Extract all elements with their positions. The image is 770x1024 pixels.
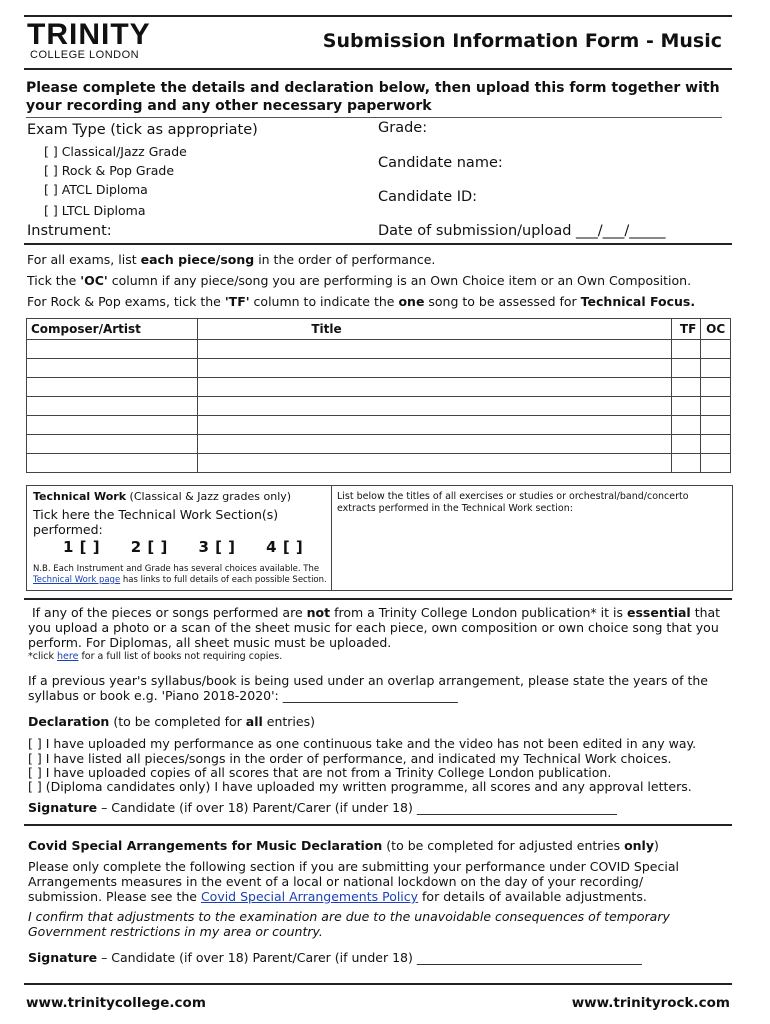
col-header-oc: OC <box>701 319 731 340</box>
tf-cell[interactable] <box>671 435 701 454</box>
technical-work-heading: Technical Work (Classical & Jazz grades only) <box>33 490 292 503</box>
tf-cell[interactable] <box>671 378 701 397</box>
instruction-line-2: Tick the 'OC' column if any piece/song you are performing is an Own Choice item or an Own Composition. <box>27 273 692 288</box>
instrument-label[interactable]: Instrument: <box>27 223 112 239</box>
intro-text: Please complete the details and declaration below, then upload this form together with your recording and any other necessary paperwork <box>26 80 720 114</box>
tf-cell[interactable] <box>671 454 701 473</box>
oc-cell[interactable] <box>701 454 731 473</box>
books-list-link[interactable]: here <box>57 651 79 662</box>
section-rule-2 <box>24 598 732 600</box>
oc-cell[interactable] <box>701 340 731 359</box>
section-1-checkbox[interactable]: 1 [ ] <box>63 538 100 556</box>
instruction-line-1: For all exams, list each piece/song in the order of performance. <box>27 252 436 267</box>
oc-cell[interactable] <box>701 416 731 435</box>
tf-cell[interactable] <box>671 359 701 378</box>
technical-work-tick-text: Tick here the Technical Work Section(s) performed: <box>33 507 279 537</box>
tf-cell[interactable] <box>671 416 701 435</box>
overlap-paragraph[interactable]: If a previous year's syllabus/book is being used under an overlap arrangement, please state the years of the syllabus or book e.g. 'Piano 2018-2020': ____________________________ <box>28 673 708 703</box>
repertoire-table <box>26 318 731 473</box>
footer-link-trinityrock[interactable]: www.trinityrock.com <box>571 995 730 1011</box>
covid-policy-link[interactable]: Covid Special Arrangements Policy <box>200 889 419 904</box>
covid-signature[interactable]: Signature – Candidate (if over 18) Parent/Carer (if under 18) ____________________________________ <box>28 950 642 965</box>
exam-option-ltcl[interactable]: [ ] LTCL Diploma <box>44 203 146 218</box>
grade-label[interactable]: Grade: <box>378 120 428 136</box>
oc-cell[interactable] <box>701 378 731 397</box>
declaration-item-1[interactable]: [ ] I have uploaded my performance as one continuous take and the video has not been edited in any way. <box>28 736 697 751</box>
technical-work-box <box>26 485 733 591</box>
tf-cell[interactable] <box>671 397 701 416</box>
title-cell[interactable] <box>198 454 671 473</box>
publication-note: *click here for a full list of books not requiring copies. <box>28 651 283 662</box>
oc-cell[interactable] <box>701 435 731 454</box>
technical-work-page-link[interactable]: Technical Work page <box>33 575 121 585</box>
exam-option-rock-pop[interactable]: [ ] Rock & Pop Grade <box>44 163 175 178</box>
composer-cell[interactable] <box>27 340 198 359</box>
table-row <box>27 359 731 378</box>
table-row <box>27 435 731 454</box>
logo-subtext: COLLEGE LONDON <box>30 49 140 61</box>
declaration-item-4[interactable]: [ ] (Diploma candidates only) I have uploaded my written programme, all scores and any approval letters. <box>28 779 692 794</box>
exam-type-heading: Exam Type (tick as appropriate) <box>27 122 258 138</box>
title-cell[interactable] <box>198 378 671 397</box>
technical-work-note: N.B. Each Instrument and Grade has several choices available. The Technical Work page has links to full details of each possible Section. <box>33 564 327 585</box>
section-3-checkbox[interactable]: 3 [ ] <box>198 538 236 556</box>
composer-cell[interactable] <box>27 454 198 473</box>
declaration-item-2[interactable]: [ ] I have listed all pieces/songs in the order of performance, and indicated my Technical Work choices. <box>28 751 672 766</box>
publication-paragraph: If any of the pieces or songs performed are not from a Trinity College London publication* it is essential that you upload a photo or a scan of the sheet music for each piece, own composition or own choice song that you perform. For Diplomas, all sheet music must be uploaded. <box>28 605 721 650</box>
technical-work-sections <box>63 538 303 556</box>
section-rule-3 <box>24 824 732 826</box>
footer-rule <box>24 983 732 985</box>
top-rule <box>24 15 732 17</box>
covid-confirm: I confirm that adjustments to the examination are due to the unavoidable consequences of temporary Government restrictions in my area or country. <box>28 909 670 939</box>
header-rule <box>24 68 732 70</box>
date-label[interactable]: Date of submission/upload ___/___/_____ <box>378 223 666 239</box>
composer-cell[interactable] <box>27 416 198 435</box>
table-row <box>27 340 731 359</box>
technical-work-left <box>27 486 332 590</box>
oc-cell[interactable] <box>701 397 731 416</box>
exam-option-atcl[interactable]: [ ] ATCL Diploma <box>44 182 148 197</box>
declaration-heading: Declaration (to be completed for all entries) <box>28 714 315 729</box>
table-row <box>27 416 731 435</box>
section-2-checkbox[interactable]: 2 [ ] <box>130 538 168 556</box>
section-4-checkbox[interactable]: 4 [ ] <box>266 538 303 556</box>
form-title: Submission Information Form - Music <box>322 30 722 52</box>
table-row <box>27 378 731 397</box>
declaration-item-3[interactable]: [ ] I have uploaded copies of all scores that are not from a Trinity College London publication. <box>28 765 612 780</box>
covid-paragraph: Please only complete the following section if you are submitting your performance under COVID Special Arrangements measures in the event of a local or national lockdown on the day of your recording/ submission. Please see the Covid Special Arrangements Policy for details of available adjustments. <box>28 859 679 904</box>
intro-underline <box>26 117 722 118</box>
title-cell[interactable] <box>198 359 671 378</box>
footer-link-trinitycollege[interactable]: www.trinitycollege.com <box>26 995 206 1011</box>
technical-work-right-text: List below the titles of all exercises or studies or orchestral/band/concerto extracts performed in the Technical Work section: <box>337 491 689 514</box>
title-cell[interactable] <box>198 435 671 454</box>
col-header-title: Title <box>198 319 671 340</box>
logo-text: TRINITY <box>27 18 151 51</box>
instruction-line-3: For Rock & Pop exams, tick the 'TF' column to indicate the one song to be assessed for Technical Focus. <box>27 294 696 309</box>
table-row <box>27 454 731 473</box>
title-cell[interactable] <box>198 340 671 359</box>
col-header-tf: TF <box>671 319 701 340</box>
composer-cell[interactable] <box>27 397 198 416</box>
table-row <box>27 397 731 416</box>
declaration-signature[interactable]: Signature – Candidate (if over 18) Parent/Carer (if under 18) ________________________________ <box>28 800 617 815</box>
section-rule-1 <box>24 243 732 245</box>
candidate-id-label[interactable]: Candidate ID: <box>378 189 478 205</box>
composer-cell[interactable] <box>27 359 198 378</box>
exam-option-classical[interactable]: [ ] Classical/Jazz Grade <box>44 144 187 159</box>
title-cell[interactable] <box>198 416 671 435</box>
covid-heading: Covid Special Arrangements for Music Declaration (to be completed for adjusted entries only) <box>28 838 659 853</box>
col-header-composer: Composer/Artist <box>27 319 198 340</box>
composer-cell[interactable] <box>27 378 198 397</box>
tf-cell[interactable] <box>671 340 701 359</box>
oc-cell[interactable] <box>701 359 731 378</box>
title-cell[interactable] <box>198 397 671 416</box>
composer-cell[interactable] <box>27 435 198 454</box>
candidate-name-label[interactable]: Candidate name: <box>378 155 503 171</box>
